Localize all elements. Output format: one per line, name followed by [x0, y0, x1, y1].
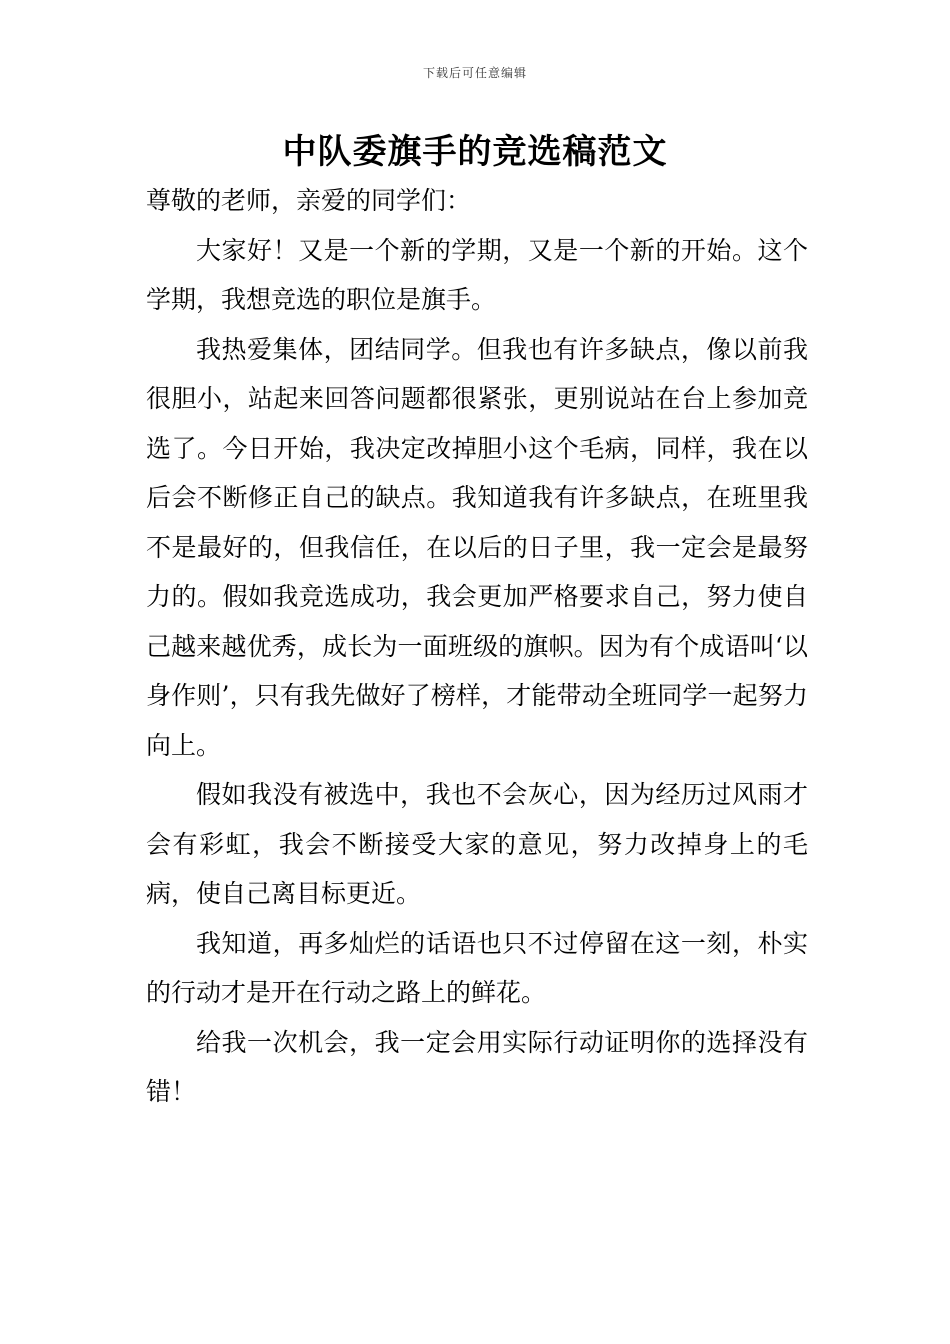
page-title: 中队委旗手的竞选稿范文	[282, 132, 668, 172]
paragraph-4: 我知道，再多灿烂的话语也只不过停留在这一刻，朴实的行动才是开在行动之路上的鲜花。	[146, 928, 808, 1007]
salutation: 尊敬的老师，亲爱的同学们：	[146, 186, 472, 215]
header-note: 下载后可任意编辑	[422, 66, 527, 80]
document-body	[146, 176, 808, 1117]
paragraph-5: 给我一次机会，我一定会用实际行动证明你的选择没有错！	[146, 1027, 808, 1106]
paragraph-2: 我热爱集体，团结同学。但我也有许多缺点，像以前我很胆小，站起来回答问题都很紧张，更别说站在台上参加竞选了。今日开始，我决定改掉胆小这个毛病，同样，我在以后会不断修正自己的缺点。我知道我有许多缺点，在班里我不是最好的，但我信任，在以后的日子里，我一定会是最努力的。假如我竞选成功，我会更加严格要求自己，努力使自己越来越优秀，成长为一面班级的旗帜。因为有个成语叫‘以身作则’，只有我先做好了榜样，才能带动全班同学一起努力向上。	[146, 334, 808, 760]
paragraph-3: 假如我没有被选中，我也不会灰心，因为经历过风雨才会有彩虹，我会不断接受大家的意见，努力改掉身上的毛病，使自己离目标更近。	[146, 780, 808, 908]
paragraph-1: 大家好！又是一个新的学期，又是一个新的开始。这个学期，我想竞选的职位是旗手。	[146, 235, 808, 314]
